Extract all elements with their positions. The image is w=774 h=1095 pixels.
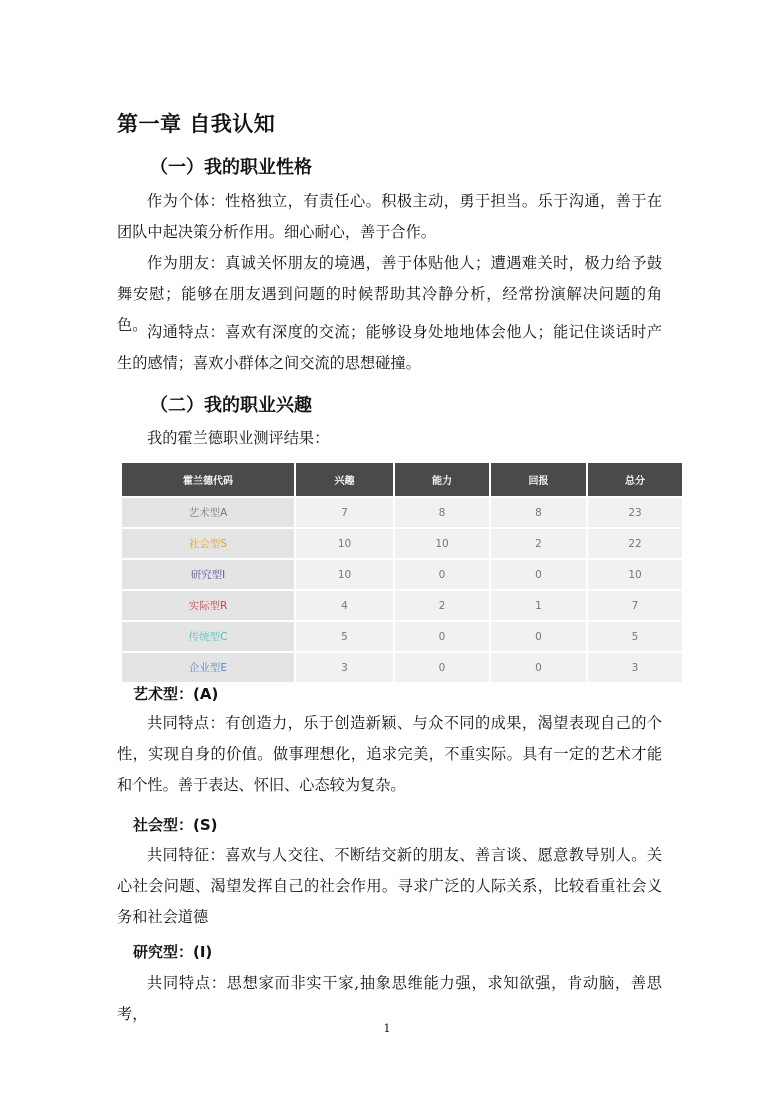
- header-reward: 回报: [490, 463, 587, 497]
- table-row: [122, 621, 682, 652]
- score-cell: 10: [394, 528, 490, 559]
- type-heading-artistic: 艺术型：(A): [133, 685, 219, 703]
- test-result-intro: 我的霍兰德职业测评结果：: [147, 429, 330, 447]
- score-cell: 8: [394, 497, 490, 528]
- score-cell: 2: [394, 590, 490, 621]
- section-title-interest: （二）我的职业兴趣: [150, 395, 312, 416]
- score-cell: 7: [587, 590, 682, 621]
- header-total: 总分: [587, 463, 682, 497]
- type-text-social: 共同特征：喜欢与人交往、不断结交新的朋友、善言谈、愿意教导别人。关心社会问题、渴望发挥自己的社会作用。寻求广泛的人际关系，比较看重社会义务和社会道德: [117, 846, 662, 926]
- paragraph-communication: 沟通特点：喜欢有深度的交流；能够设身处地地体会他人；能记住谈话时产生的感情；喜欢小群体之间交流的思想碰撞。: [117, 323, 662, 372]
- table-row: [122, 652, 682, 682]
- type-heading-investigative: 研究型：(I): [133, 943, 213, 961]
- holland-result-table: [122, 463, 682, 682]
- table-row: [122, 497, 682, 528]
- section-title-personality: （一）我的职业性格: [150, 157, 312, 178]
- table-row: [122, 528, 682, 559]
- type-heading-social: 社会型：(S): [133, 816, 218, 834]
- type-name-cell: 传统型C: [122, 621, 295, 652]
- score-cell: 0: [490, 652, 587, 682]
- score-cell: 0: [394, 652, 490, 682]
- header-code: 霍兰德代码: [122, 463, 295, 497]
- type-name-cell: 研究型I: [122, 559, 295, 590]
- score-cell: 3: [295, 652, 394, 682]
- type-name-cell: 企业型E: [122, 652, 295, 682]
- score-cell: 10: [295, 559, 394, 590]
- paragraph-friend: 作为朋友：真诚关怀朋友的境遇，善于体贴他人；遭遇难关时，极力给予鼓舞安慰；能够在朋友遇到问题的时候帮助其冷静分析，经常扮演解决问题的角色。: [117, 254, 662, 334]
- score-cell: 0: [394, 621, 490, 652]
- page-number: 1: [383, 1022, 391, 1035]
- header-interest: 兴趣: [295, 463, 394, 497]
- score-cell: 0: [490, 621, 587, 652]
- score-cell: 7: [295, 497, 394, 528]
- score-cell: 3: [587, 652, 682, 682]
- score-cell: 10: [587, 559, 682, 590]
- type-text-investigative: 共同特点：思想家而非实干家,抽象思维能力强，求知欲强，肯动脑，善思考，: [117, 974, 662, 1023]
- score-cell: 1: [490, 590, 587, 621]
- score-cell: 2: [490, 528, 587, 559]
- score-cell: 22: [587, 528, 682, 559]
- header-ability: 能力: [394, 463, 490, 497]
- type-name-cell: 社会型S: [122, 528, 295, 559]
- type-name-cell: 艺术型A: [122, 497, 295, 528]
- table-row: [122, 590, 682, 621]
- score-cell: 0: [394, 559, 490, 590]
- score-cell: 23: [587, 497, 682, 528]
- type-name-cell: 实际型R: [122, 590, 295, 621]
- paragraph-individual: 作为个体：性格独立，有责任心。积极主动，勇于担当。乐于沟通，善于在团队中起决策分析作用。细心耐心，善于合作。: [117, 192, 662, 241]
- score-cell: 5: [295, 621, 394, 652]
- table-header-row: [122, 463, 682, 497]
- score-cell: 10: [295, 528, 394, 559]
- table-row: [122, 559, 682, 590]
- score-cell: 0: [490, 559, 587, 590]
- score-cell: 8: [490, 497, 587, 528]
- chapter-title: 第一章 自我认知: [117, 112, 276, 136]
- type-text-artistic: 共同特点：有创造力，乐于创造新颖、与众不同的成果，渴望表现自己的个性，实现自身的价值。做事理想化，追求完美，不重实际。具有一定的艺术才能和个性。善于表达、怀旧、心态较为复杂。: [117, 714, 662, 794]
- score-cell: 4: [295, 590, 394, 621]
- score-cell: 5: [587, 621, 682, 652]
